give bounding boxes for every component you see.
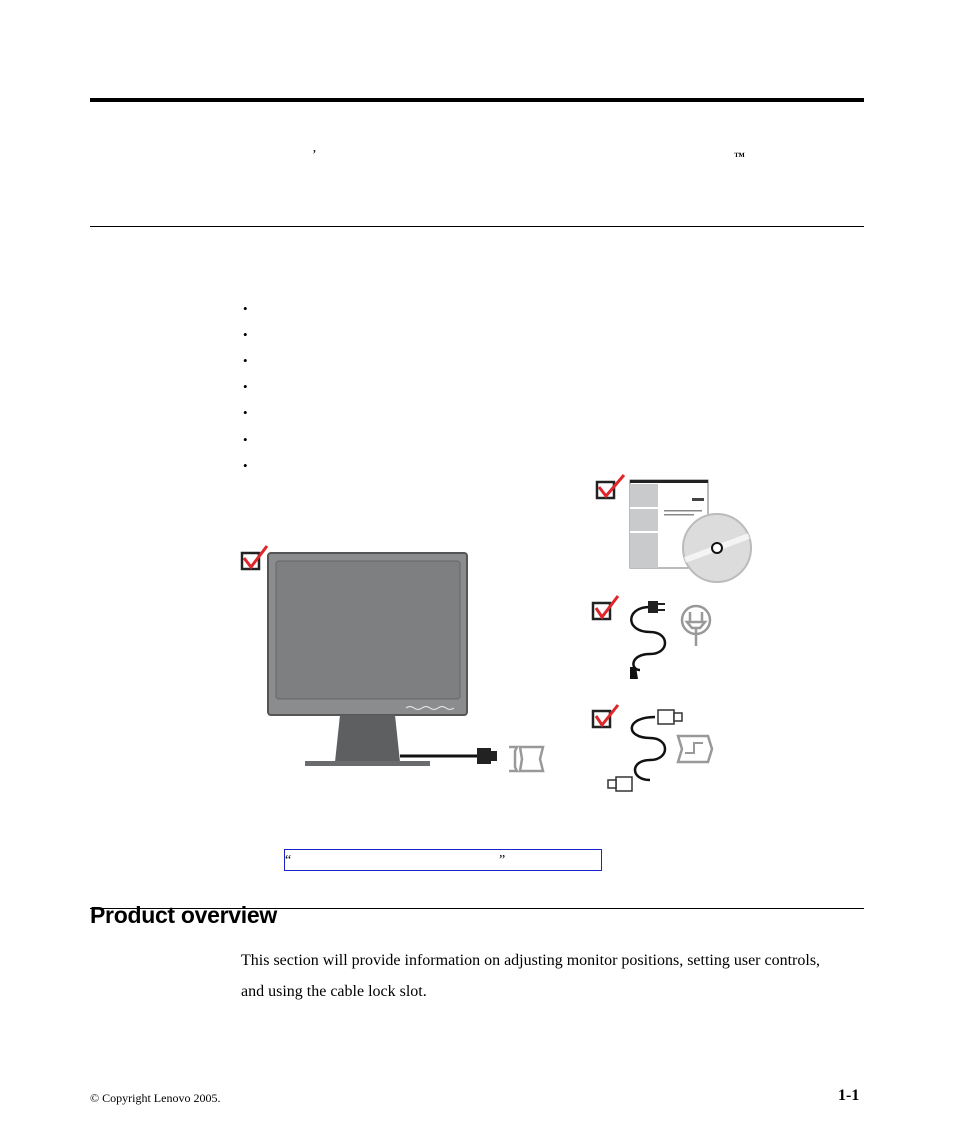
list-item: • — [243, 301, 248, 316]
list-item: • — [243, 432, 248, 447]
package-contents-illustration — [230, 470, 770, 805]
manual-checkmark-icon — [597, 475, 624, 498]
page-number: 1-1 — [838, 1087, 860, 1104]
list-item: • — [243, 405, 248, 420]
signal-cable-icon — [608, 710, 712, 791]
header-divider — [90, 226, 864, 227]
trademark-mark: ™ — [734, 151, 745, 163]
open-quote: “ — [285, 853, 292, 868]
cd-icon — [683, 514, 751, 582]
monitor-checkmark-icon — [242, 546, 267, 569]
power-cord-checkmark-icon — [593, 596, 618, 619]
power-cord-icon — [630, 601, 710, 679]
monitor-icon — [268, 553, 543, 771]
close-quote: ” — [499, 853, 506, 868]
section-title: Product overview — [90, 902, 277, 928]
list-item: • — [243, 379, 248, 394]
list-item: • — [243, 353, 248, 368]
list-item: • — [243, 458, 248, 473]
section-body: This section will provide information on adjusting monitor positions, setting user controls, and using the cable lock slot. — [241, 952, 821, 1000]
cross-reference-link[interactable] — [284, 849, 602, 871]
top-rule — [90, 98, 864, 102]
signal-cable-checkmark-icon — [593, 705, 618, 727]
copyright: © Copyright Lenovo 2005. — [90, 1091, 221, 1105]
list-item: • — [243, 327, 248, 342]
apostrophe-mark: ’ — [312, 148, 317, 163]
